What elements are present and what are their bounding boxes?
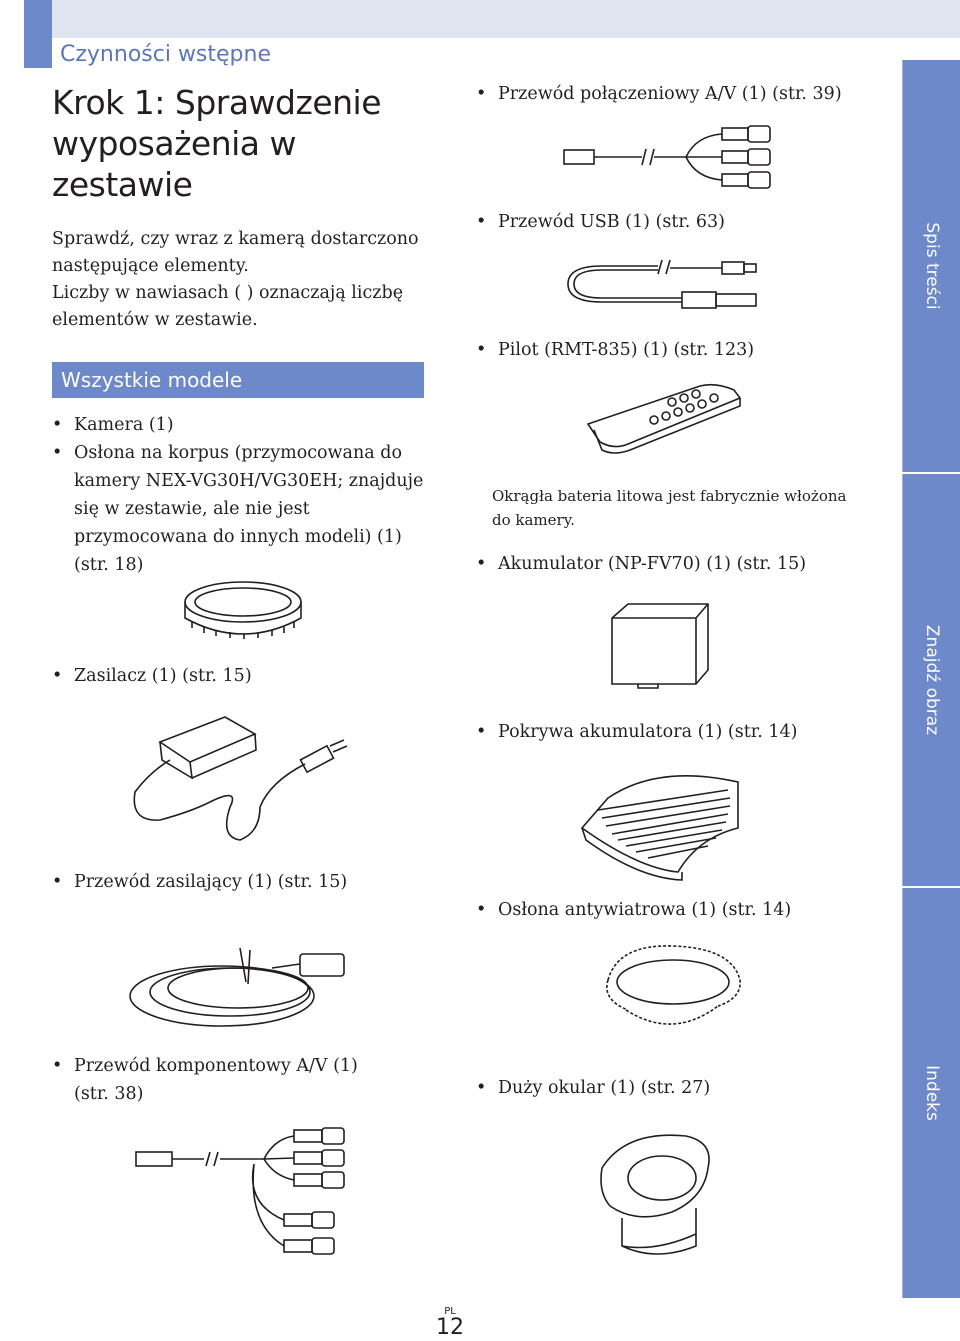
tab-find-image[interactable]	[902, 474, 960, 886]
list-item: • Przewód połączeniowy A/V (1) (str. 39)	[476, 84, 842, 104]
title-line: Krok 1: Sprawdzenie	[52, 83, 382, 122]
battery-illustration	[608, 600, 712, 690]
page-title	[52, 82, 432, 205]
language-code: PL	[444, 1306, 456, 1317]
usb-cable-illustration	[562, 254, 772, 314]
body-cap-illustration	[182, 578, 304, 640]
tab-label: Spis treści	[921, 222, 942, 310]
list-item: • Kamera (1)	[52, 415, 174, 435]
list-item: • Osłona antywiatrowa (1) (str. 14)	[476, 900, 792, 920]
page-number	[432, 1306, 468, 1340]
tab-label: Znajdź obraz	[921, 624, 942, 736]
intro-paragraph: Liczby w nawiasach ( ) oznaczają liczbę elementów w zestawie.	[52, 283, 404, 330]
page-number-value: 12	[436, 1315, 464, 1340]
section-title: Czynności wstępne	[60, 42, 271, 67]
list-item: • Akumulator (NP-FV70) (1) (str. 15)	[476, 554, 807, 574]
remote-control-illustration	[584, 380, 744, 458]
power-cord-illustration	[122, 938, 352, 1038]
list-item: • Przewód komponentowy A/V (1) (str. 38)	[52, 1056, 358, 1104]
list-item: • Zasilacz (1) (str. 15)	[52, 666, 252, 686]
battery-note: Okrągła bateria litowa jest fabrycznie włożona do kamery.	[492, 487, 847, 529]
top-bar	[24, 0, 960, 38]
list-item: • Pilot (RMT-835) (1) (str. 123)	[476, 340, 755, 360]
list-item: • Przewód USB (1) (str. 63)	[476, 212, 726, 232]
ac-adapter-illustration	[130, 712, 355, 848]
title-line: wyposażenia w	[52, 124, 296, 163]
list-item: • Pokrywa akumulatora (1) (str. 14)	[476, 722, 798, 742]
list-item: • Osłona na korpus (przymocowana do kamery NEX-VG30H/VG30EH; znajduje się w zestawie, ale nie jest przymocowana do innych modeli) (1) (str. 18)	[52, 443, 424, 575]
models-band: Wszystkie modele	[52, 362, 424, 398]
list-item: • Duży okular (1) (str. 27)	[476, 1078, 711, 1098]
title-line: zestawie	[52, 165, 193, 204]
windscreen-illustration	[598, 940, 748, 1044]
intro-text	[52, 226, 432, 334]
intro-paragraph: Sprawdź, czy wraz z kamerą dostarczono następujące elementy.	[52, 229, 419, 276]
av-cable-illustration	[562, 124, 790, 190]
list-item: • Przewód zasilający (1) (str. 15)	[52, 872, 348, 892]
battery-cover-illustration	[578, 768, 746, 880]
eyecup-illustration	[596, 1128, 720, 1262]
component-av-cable-illustration	[134, 1124, 384, 1262]
tab-contents[interactable]	[902, 60, 960, 472]
tab-label: Indeks	[921, 1065, 942, 1121]
tab-index[interactable]	[902, 888, 960, 1298]
section-marker	[24, 0, 52, 68]
